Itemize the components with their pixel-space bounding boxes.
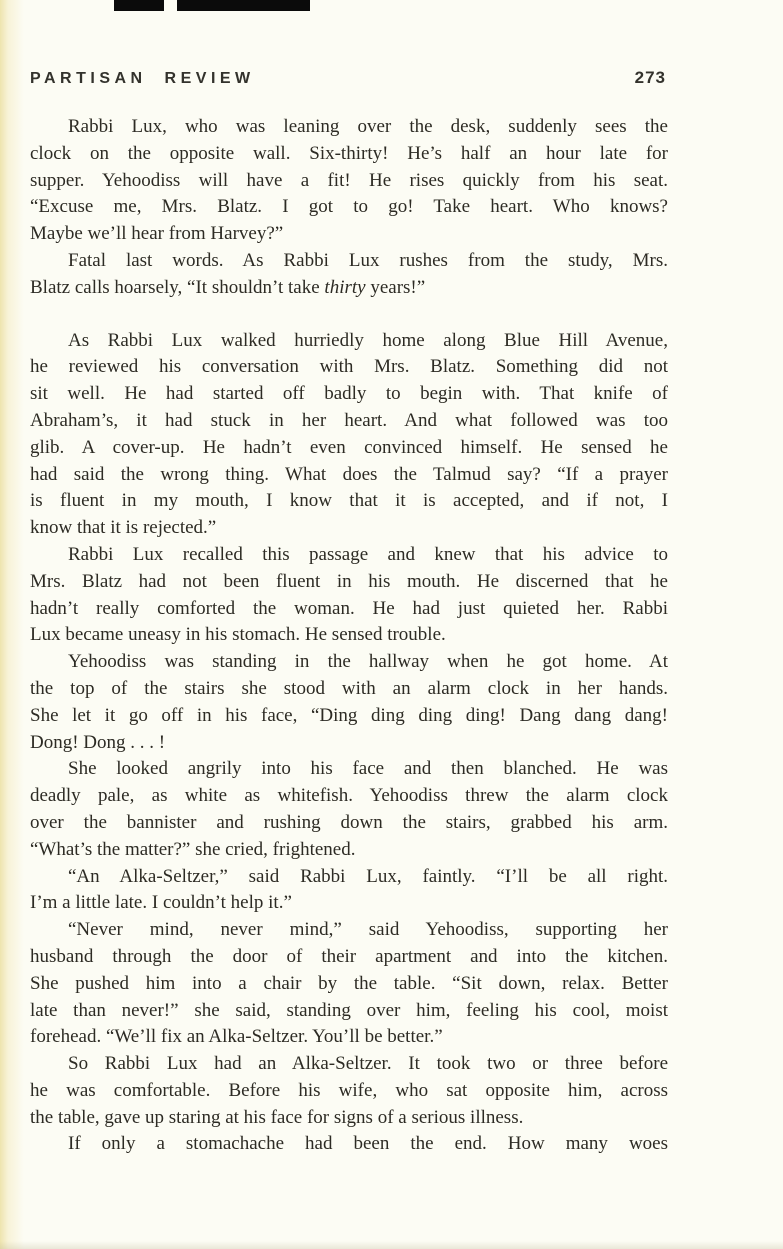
- scan-artifact-bar: [177, 0, 310, 11]
- text-line: “Never mind, never mind,” said Yehoodiss, supporting her: [68, 919, 668, 941]
- paragraph: [30, 328, 668, 542]
- text-line: “What’s the matter?” she cried, frightened.: [30, 838, 356, 860]
- journal-title: PARTISAN REVIEW: [30, 70, 255, 87]
- text-line: the table, gave up staring at his face for signs of a serious illness.: [30, 1106, 524, 1128]
- paragraph: [30, 542, 668, 649]
- scan-artifact-bar: [114, 0, 164, 11]
- text-line: Abraham’s, it had stuck in her heart. And what followed was too: [30, 409, 668, 431]
- text-line: So Rabbi Lux had an Alka-Seltzer. It took two or three before: [68, 1053, 668, 1075]
- paragraph: [30, 756, 668, 863]
- text-line: sit well. He had started off badly to begin with. That knife of: [30, 383, 668, 405]
- text-line: had said the wrong thing. What does the Talmud say? “If a prayer: [30, 463, 668, 485]
- paragraph: [30, 649, 668, 756]
- page-header: [30, 69, 666, 88]
- text-line: Dong! Dong . . . !: [30, 731, 166, 753]
- text-line: “An Alka-Seltzer,” said Rabbi Lux, faintly. “I’ll be all right.: [68, 865, 668, 887]
- text-line: I’m a little late. I couldn’t help it.”: [30, 892, 292, 914]
- page-edge-shading-left: [0, 0, 26, 1249]
- text-line: glib. A cover-up. He hadn’t even convinced himself. He sensed he: [30, 436, 668, 458]
- body-text: [30, 114, 668, 1158]
- text-line: Rabbi Lux, who was leaning over the desk, suddenly sees the: [68, 116, 668, 137]
- text-line: Yehoodiss was standing in the hallway when he got home. At: [68, 651, 668, 673]
- text-line: If only a stomachache had been the end. How many woes: [68, 1133, 668, 1155]
- text-line: “Excuse me, Mrs. Blatz. I got to go! Take heart. Who knows?: [30, 196, 668, 218]
- text-line: Mrs. Blatz had not been fluent in his mouth. He discerned that he: [30, 570, 668, 592]
- paragraph: [30, 1051, 668, 1131]
- page-number: 273: [634, 68, 666, 87]
- text-line: deadly pale, as white as whitefish. Yehoodiss threw the alarm clock: [30, 785, 668, 807]
- paragraph: [30, 917, 668, 1051]
- text-line: he was comfortable. Before his wife, who sat opposite him, across: [30, 1079, 668, 1101]
- text-line: Rabbi Lux recalled this passage and knew that his advice to: [68, 543, 668, 565]
- text-line: She looked angrily into his face and then blanched. He was: [68, 758, 668, 780]
- text-line: know that it is rejected.”: [30, 517, 217, 539]
- text-line: is fluent in my mouth, I know that it is accepted, and if not, I: [30, 490, 668, 512]
- text-line: over the bannister and rushing down the stairs, grabbed his arm.: [30, 811, 668, 833]
- text-line: supper. Yehoodiss will have a fit! He rises quickly from his seat.: [30, 169, 668, 191]
- text-line: he reviewed his conversation with Mrs. Blatz. Something did not: [30, 356, 668, 378]
- paragraph: [30, 114, 668, 248]
- text-line: hadn’t really comforted the woman. He had just quieted her. Rabbi: [30, 597, 668, 619]
- text-line: As Rabbi Lux walked hurriedly home along Blue Hill Avenue,: [68, 329, 668, 351]
- text-line: husband through the door of their apartment and into the kitchen.: [30, 945, 668, 967]
- paragraph: [30, 1131, 668, 1158]
- text-line: Fatal last words. As Rabbi Lux rushes from the study, Mrs.: [68, 249, 668, 271]
- text-line: She pushed him into a chair by the table. “Sit down, relax. Better: [30, 972, 668, 994]
- paragraph: [30, 864, 668, 918]
- text-line: forehead. “We’ll fix an Alka-Seltzer. You’ll be better.”: [30, 1026, 443, 1048]
- text-line: late than never!” she said, standing over him, feeling his cool, moist: [30, 999, 668, 1021]
- text-line: Lux became uneasy in his stomach. He sensed trouble.: [30, 624, 446, 646]
- text-line: clock on the opposite wall. Six-thirty! He’s half an hour late for: [30, 142, 668, 164]
- text-line: the top of the stairs she stood with an alarm clock in her hands.: [30, 677, 668, 699]
- text-line: Blatz calls hoarsely, “It shouldn’t take thirty years!”: [30, 276, 426, 298]
- page-edge-shading-bottom: [0, 1241, 783, 1249]
- text-line: She let it go off in his face, “Ding ding ding ding! Dang dang dang!: [30, 704, 668, 726]
- paragraph: [30, 248, 668, 302]
- text-line: Maybe we’ll hear from Harvey?”: [30, 223, 284, 245]
